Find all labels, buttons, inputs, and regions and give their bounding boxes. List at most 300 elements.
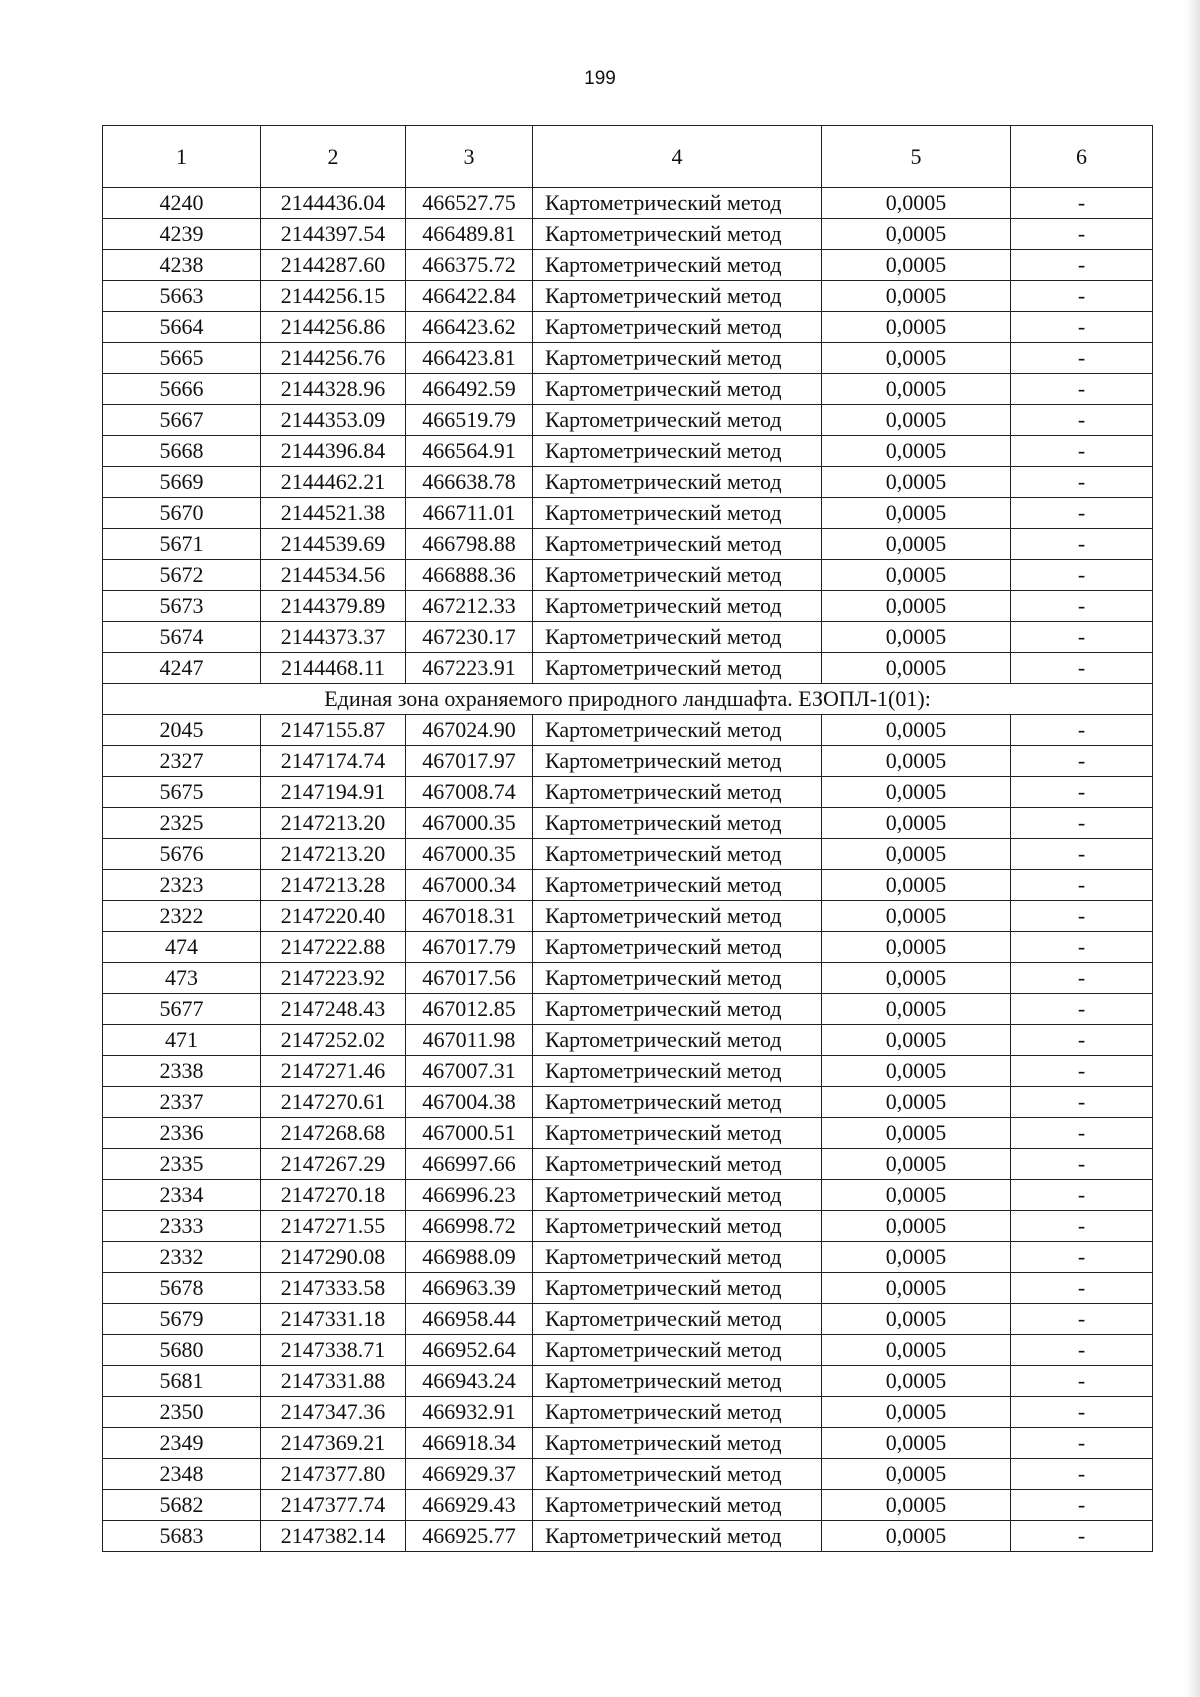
point-number-cell: 2332 (103, 1242, 261, 1273)
note-cell: - (1011, 1366, 1153, 1397)
x-coordinate-cell: 2144396.84 (261, 436, 406, 467)
column-header-4: 4 (533, 126, 822, 188)
table-row (103, 1366, 1153, 1397)
note-cell: - (1011, 1490, 1153, 1521)
precision-cell: 0,0005 (822, 467, 1011, 498)
precision-cell: 0,0005 (822, 1118, 1011, 1149)
y-coordinate-cell: 466375.72 (406, 250, 533, 281)
table-row (103, 374, 1153, 405)
method-cell: Картометрический метод (533, 1242, 822, 1273)
precision-cell: 0,0005 (822, 436, 1011, 467)
table-row (103, 994, 1153, 1025)
x-coordinate-cell: 2147155.87 (261, 715, 406, 746)
table-row (103, 343, 1153, 374)
table-row (103, 622, 1153, 653)
y-coordinate-cell: 467000.34 (406, 870, 533, 901)
note-cell: - (1011, 560, 1153, 591)
note-cell: - (1011, 715, 1153, 746)
point-number-cell: 2335 (103, 1149, 261, 1180)
y-coordinate-cell: 467000.35 (406, 839, 533, 870)
method-cell: Картометрический метод (533, 250, 822, 281)
precision-cell: 0,0005 (822, 622, 1011, 653)
note-cell: - (1011, 963, 1153, 994)
x-coordinate-cell: 2147271.46 (261, 1056, 406, 1087)
method-cell: Картометрический метод (533, 1335, 822, 1366)
x-coordinate-cell: 2144287.60 (261, 250, 406, 281)
x-coordinate-cell: 2144256.76 (261, 343, 406, 374)
x-coordinate-cell: 2144379.89 (261, 591, 406, 622)
method-cell: Картометрический метод (533, 653, 822, 684)
table-row (103, 1211, 1153, 1242)
note-cell: - (1011, 1242, 1153, 1273)
table-row (103, 405, 1153, 436)
note-cell: - (1011, 1180, 1153, 1211)
note-cell: - (1011, 808, 1153, 839)
header-row (103, 126, 1153, 188)
y-coordinate-cell: 466998.72 (406, 1211, 533, 1242)
y-coordinate-cell: 467018.31 (406, 901, 533, 932)
table-row (103, 436, 1153, 467)
y-coordinate-cell: 466492.59 (406, 374, 533, 405)
table-row (103, 1304, 1153, 1335)
table-row (103, 1428, 1153, 1459)
point-number-cell: 5675 (103, 777, 261, 808)
x-coordinate-cell: 2144539.69 (261, 529, 406, 560)
point-number-cell: 5680 (103, 1335, 261, 1366)
method-cell: Картометрический метод (533, 715, 822, 746)
y-coordinate-cell: 467017.97 (406, 746, 533, 777)
precision-cell: 0,0005 (822, 374, 1011, 405)
note-cell: - (1011, 653, 1153, 684)
x-coordinate-cell: 2147270.18 (261, 1180, 406, 1211)
note-cell: - (1011, 839, 1153, 870)
y-coordinate-cell: 466489.81 (406, 219, 533, 250)
precision-cell: 0,0005 (822, 746, 1011, 777)
method-cell: Картометрический метод (533, 1211, 822, 1242)
point-number-cell: 4238 (103, 250, 261, 281)
precision-cell: 0,0005 (822, 343, 1011, 374)
note-cell: - (1011, 312, 1153, 343)
method-cell: Картометрический метод (533, 1149, 822, 1180)
point-number-cell: 5671 (103, 529, 261, 560)
x-coordinate-cell: 2147347.36 (261, 1397, 406, 1428)
note-cell: - (1011, 250, 1153, 281)
x-coordinate-cell: 2147220.40 (261, 901, 406, 932)
x-coordinate-cell: 2144468.11 (261, 653, 406, 684)
method-cell: Картометрический метод (533, 1366, 822, 1397)
method-cell: Картометрический метод (533, 591, 822, 622)
x-coordinate-cell: 2144256.86 (261, 312, 406, 343)
table-row (103, 839, 1153, 870)
point-number-cell: 2323 (103, 870, 261, 901)
method-cell: Картометрический метод (533, 219, 822, 250)
y-coordinate-cell: 466988.09 (406, 1242, 533, 1273)
point-number-cell: 2348 (103, 1459, 261, 1490)
precision-cell: 0,0005 (822, 653, 1011, 684)
x-coordinate-cell: 2144521.38 (261, 498, 406, 529)
table-row (103, 312, 1153, 343)
point-number-cell: 2336 (103, 1118, 261, 1149)
point-number-cell: 2325 (103, 808, 261, 839)
precision-cell: 0,0005 (822, 932, 1011, 963)
table-row (103, 1180, 1153, 1211)
precision-cell: 0,0005 (822, 1304, 1011, 1335)
note-cell: - (1011, 622, 1153, 653)
note-cell: - (1011, 1211, 1153, 1242)
note-cell: - (1011, 591, 1153, 622)
x-coordinate-cell: 2147271.55 (261, 1211, 406, 1242)
method-cell: Картометрический метод (533, 374, 822, 405)
point-number-cell: 5665 (103, 343, 261, 374)
precision-cell: 0,0005 (822, 1180, 1011, 1211)
method-cell: Картометрический метод (533, 870, 822, 901)
y-coordinate-cell: 467007.31 (406, 1056, 533, 1087)
x-coordinate-cell: 2147248.43 (261, 994, 406, 1025)
precision-cell: 0,0005 (822, 1211, 1011, 1242)
y-coordinate-cell: 466422.84 (406, 281, 533, 312)
precision-cell: 0,0005 (822, 1273, 1011, 1304)
table-row (103, 281, 1153, 312)
method-cell: Картометрический метод (533, 1521, 822, 1552)
x-coordinate-cell: 2147331.88 (261, 1366, 406, 1397)
point-number-cell: 5672 (103, 560, 261, 591)
note-cell: - (1011, 405, 1153, 436)
method-cell: Картометрический метод (533, 405, 822, 436)
table-row (103, 1118, 1153, 1149)
y-coordinate-cell: 466519.79 (406, 405, 533, 436)
y-coordinate-cell: 466932.91 (406, 1397, 533, 1428)
table-body (103, 188, 1153, 1552)
table-row (103, 777, 1153, 808)
y-coordinate-cell: 466423.81 (406, 343, 533, 374)
precision-cell: 0,0005 (822, 1366, 1011, 1397)
y-coordinate-cell: 466943.24 (406, 1366, 533, 1397)
x-coordinate-cell: 2147267.29 (261, 1149, 406, 1180)
note-cell: - (1011, 932, 1153, 963)
x-coordinate-cell: 2147333.58 (261, 1273, 406, 1304)
table-row (103, 808, 1153, 839)
note-cell: - (1011, 870, 1153, 901)
note-cell: - (1011, 901, 1153, 932)
point-number-cell: 5683 (103, 1521, 261, 1552)
x-coordinate-cell: 2147377.80 (261, 1459, 406, 1490)
precision-cell: 0,0005 (822, 1149, 1011, 1180)
note-cell: - (1011, 746, 1153, 777)
precision-cell: 0,0005 (822, 1397, 1011, 1428)
y-coordinate-cell: 466527.75 (406, 188, 533, 219)
x-coordinate-cell: 2147369.21 (261, 1428, 406, 1459)
section-title: Единая зона охраняемого природного ландшафта. ЕЗОПЛ-1(01): (103, 684, 1153, 715)
note-cell: - (1011, 1304, 1153, 1335)
precision-cell: 0,0005 (822, 1459, 1011, 1490)
method-cell: Картометрический метод (533, 746, 822, 777)
note-cell: - (1011, 529, 1153, 560)
precision-cell: 0,0005 (822, 219, 1011, 250)
precision-cell: 0,0005 (822, 1087, 1011, 1118)
method-cell: Картометрический метод (533, 498, 822, 529)
method-cell: Картометрический метод (533, 1273, 822, 1304)
x-coordinate-cell: 2147213.20 (261, 839, 406, 870)
point-number-cell: 5666 (103, 374, 261, 405)
table-row (103, 1242, 1153, 1273)
x-coordinate-cell: 2147174.74 (261, 746, 406, 777)
method-cell: Картометрический метод (533, 281, 822, 312)
y-coordinate-cell: 467024.90 (406, 715, 533, 746)
y-coordinate-cell: 467000.51 (406, 1118, 533, 1149)
note-cell: - (1011, 994, 1153, 1025)
point-number-cell: 2045 (103, 715, 261, 746)
table-row (103, 1087, 1153, 1118)
point-number-cell: 474 (103, 932, 261, 963)
y-coordinate-cell: 466918.34 (406, 1428, 533, 1459)
precision-cell: 0,0005 (822, 1242, 1011, 1273)
point-number-cell: 5682 (103, 1490, 261, 1521)
table-row (103, 870, 1153, 901)
x-coordinate-cell: 2147222.88 (261, 932, 406, 963)
y-coordinate-cell: 467017.56 (406, 963, 533, 994)
point-number-cell: 5674 (103, 622, 261, 653)
point-number-cell: 2333 (103, 1211, 261, 1242)
x-coordinate-cell: 2147194.91 (261, 777, 406, 808)
x-coordinate-cell: 2147213.28 (261, 870, 406, 901)
x-coordinate-cell: 2147270.61 (261, 1087, 406, 1118)
precision-cell: 0,0005 (822, 1428, 1011, 1459)
y-coordinate-cell: 467230.17 (406, 622, 533, 653)
x-coordinate-cell: 2144397.54 (261, 219, 406, 250)
precision-cell: 0,0005 (822, 1025, 1011, 1056)
method-cell: Картометрический метод (533, 932, 822, 963)
method-cell: Картометрический метод (533, 1180, 822, 1211)
method-cell: Картометрический метод (533, 436, 822, 467)
table-row (103, 653, 1153, 684)
method-cell: Картометрический метод (533, 1118, 822, 1149)
y-coordinate-cell: 466929.43 (406, 1490, 533, 1521)
y-coordinate-cell: 466423.62 (406, 312, 533, 343)
method-cell: Картометрический метод (533, 1025, 822, 1056)
point-number-cell: 2338 (103, 1056, 261, 1087)
table-row (103, 715, 1153, 746)
section-row (103, 684, 1153, 715)
precision-cell: 0,0005 (822, 715, 1011, 746)
x-coordinate-cell: 2144462.21 (261, 467, 406, 498)
x-coordinate-cell: 2147268.68 (261, 1118, 406, 1149)
note-cell: - (1011, 1397, 1153, 1428)
point-number-cell: 4240 (103, 188, 261, 219)
note-cell: - (1011, 374, 1153, 405)
method-cell: Картометрический метод (533, 777, 822, 808)
table-row (103, 1335, 1153, 1366)
point-number-cell: 2334 (103, 1180, 261, 1211)
table-row (103, 1521, 1153, 1552)
method-cell: Картометрический метод (533, 1490, 822, 1521)
point-number-cell: 5677 (103, 994, 261, 1025)
method-cell: Картометрический метод (533, 312, 822, 343)
point-number-cell: 5670 (103, 498, 261, 529)
method-cell: Картометрический метод (533, 808, 822, 839)
y-coordinate-cell: 467212.33 (406, 591, 533, 622)
column-header-6: 6 (1011, 126, 1153, 188)
note-cell: - (1011, 1087, 1153, 1118)
x-coordinate-cell: 2147338.71 (261, 1335, 406, 1366)
note-cell: - (1011, 1335, 1153, 1366)
note-cell: - (1011, 281, 1153, 312)
note-cell: - (1011, 219, 1153, 250)
precision-cell: 0,0005 (822, 591, 1011, 622)
y-coordinate-cell: 467017.79 (406, 932, 533, 963)
method-cell: Картометрический метод (533, 1459, 822, 1490)
point-number-cell: 2337 (103, 1087, 261, 1118)
precision-cell: 0,0005 (822, 405, 1011, 436)
precision-cell: 0,0005 (822, 529, 1011, 560)
y-coordinate-cell: 467004.38 (406, 1087, 533, 1118)
table-row (103, 1025, 1153, 1056)
method-cell: Картометрический метод (533, 1397, 822, 1428)
y-coordinate-cell: 466997.66 (406, 1149, 533, 1180)
note-cell: - (1011, 436, 1153, 467)
column-header-3: 3 (406, 126, 533, 188)
x-coordinate-cell: 2147252.02 (261, 1025, 406, 1056)
y-coordinate-cell: 466952.64 (406, 1335, 533, 1366)
table-row (103, 1149, 1153, 1180)
y-coordinate-cell: 466958.44 (406, 1304, 533, 1335)
point-number-cell: 2327 (103, 746, 261, 777)
precision-cell: 0,0005 (822, 560, 1011, 591)
x-coordinate-cell: 2147290.08 (261, 1242, 406, 1273)
method-cell: Картометрический метод (533, 901, 822, 932)
point-number-cell: 471 (103, 1025, 261, 1056)
precision-cell: 0,0005 (822, 188, 1011, 219)
point-number-cell: 2350 (103, 1397, 261, 1428)
note-cell: - (1011, 1428, 1153, 1459)
precision-cell: 0,0005 (822, 963, 1011, 994)
column-header-5: 5 (822, 126, 1011, 188)
note-cell: - (1011, 1118, 1153, 1149)
x-coordinate-cell: 2144256.15 (261, 281, 406, 312)
note-cell: - (1011, 498, 1153, 529)
x-coordinate-cell: 2144373.37 (261, 622, 406, 653)
point-number-cell: 5681 (103, 1366, 261, 1397)
table-row (103, 467, 1153, 498)
point-number-cell: 5678 (103, 1273, 261, 1304)
method-cell: Картометрический метод (533, 1087, 822, 1118)
point-number-cell: 5668 (103, 436, 261, 467)
table-row (103, 250, 1153, 281)
scan-edge-shadow (1186, 0, 1200, 1697)
point-number-cell: 5679 (103, 1304, 261, 1335)
x-coordinate-cell: 2144534.56 (261, 560, 406, 591)
x-coordinate-cell: 2147213.20 (261, 808, 406, 839)
point-number-cell: 5669 (103, 467, 261, 498)
precision-cell: 0,0005 (822, 1490, 1011, 1521)
x-coordinate-cell: 2144328.96 (261, 374, 406, 405)
method-cell: Картометрический метод (533, 1304, 822, 1335)
y-coordinate-cell: 466925.77 (406, 1521, 533, 1552)
method-cell: Картометрический метод (533, 994, 822, 1025)
method-cell: Картометрический метод (533, 343, 822, 374)
column-header-2: 2 (261, 126, 406, 188)
note-cell: - (1011, 777, 1153, 808)
method-cell: Картометрический метод (533, 839, 822, 870)
page-number: 199 (584, 68, 616, 89)
table-row (103, 1459, 1153, 1490)
table-row (103, 498, 1153, 529)
note-cell: - (1011, 1521, 1153, 1552)
x-coordinate-cell: 2147223.92 (261, 963, 406, 994)
precision-cell: 0,0005 (822, 839, 1011, 870)
y-coordinate-cell: 466888.36 (406, 560, 533, 591)
table-row (103, 901, 1153, 932)
table-row (103, 219, 1153, 250)
x-coordinate-cell: 2147331.18 (261, 1304, 406, 1335)
y-coordinate-cell: 467008.74 (406, 777, 533, 808)
y-coordinate-cell: 466638.78 (406, 467, 533, 498)
table-row (103, 1490, 1153, 1521)
y-coordinate-cell: 467011.98 (406, 1025, 533, 1056)
precision-cell: 0,0005 (822, 1335, 1011, 1366)
point-number-cell: 4239 (103, 219, 261, 250)
precision-cell: 0,0005 (822, 777, 1011, 808)
precision-cell: 0,0005 (822, 312, 1011, 343)
precision-cell: 0,0005 (822, 994, 1011, 1025)
point-number-cell: 2349 (103, 1428, 261, 1459)
y-coordinate-cell: 466929.37 (406, 1459, 533, 1490)
table-row (103, 560, 1153, 591)
x-coordinate-cell: 2147382.14 (261, 1521, 406, 1552)
note-cell: - (1011, 1025, 1153, 1056)
x-coordinate-cell: 2144436.04 (261, 188, 406, 219)
precision-cell: 0,0005 (822, 1521, 1011, 1552)
point-number-cell: 5667 (103, 405, 261, 436)
method-cell: Картометрический метод (533, 1428, 822, 1459)
y-coordinate-cell: 467223.91 (406, 653, 533, 684)
method-cell: Картометрический метод (533, 188, 822, 219)
table-row (103, 529, 1153, 560)
note-cell: - (1011, 1273, 1153, 1304)
table-row (103, 1397, 1153, 1428)
method-cell: Картометрический метод (533, 1056, 822, 1087)
y-coordinate-cell: 466711.01 (406, 498, 533, 529)
point-number-cell: 5664 (103, 312, 261, 343)
precision-cell: 0,0005 (822, 808, 1011, 839)
note-cell: - (1011, 467, 1153, 498)
column-header-1: 1 (103, 126, 261, 188)
point-number-cell: 4247 (103, 653, 261, 684)
x-coordinate-cell: 2147377.74 (261, 1490, 406, 1521)
method-cell: Картометрический метод (533, 560, 822, 591)
point-number-cell: 2322 (103, 901, 261, 932)
precision-cell: 0,0005 (822, 250, 1011, 281)
table-row (103, 188, 1153, 219)
coordinates-table (102, 125, 1153, 1552)
note-cell: - (1011, 188, 1153, 219)
note-cell: - (1011, 1056, 1153, 1087)
point-number-cell: 5676 (103, 839, 261, 870)
table-row (103, 591, 1153, 622)
y-coordinate-cell: 466963.39 (406, 1273, 533, 1304)
point-number-cell: 5673 (103, 591, 261, 622)
point-number-cell: 473 (103, 963, 261, 994)
method-cell: Картометрический метод (533, 467, 822, 498)
method-cell: Картометрический метод (533, 963, 822, 994)
table-row (103, 932, 1153, 963)
y-coordinate-cell: 466564.91 (406, 436, 533, 467)
note-cell: - (1011, 343, 1153, 374)
method-cell: Картометрический метод (533, 622, 822, 653)
table-row (103, 963, 1153, 994)
precision-cell: 0,0005 (822, 870, 1011, 901)
y-coordinate-cell: 466996.23 (406, 1180, 533, 1211)
precision-cell: 0,0005 (822, 498, 1011, 529)
